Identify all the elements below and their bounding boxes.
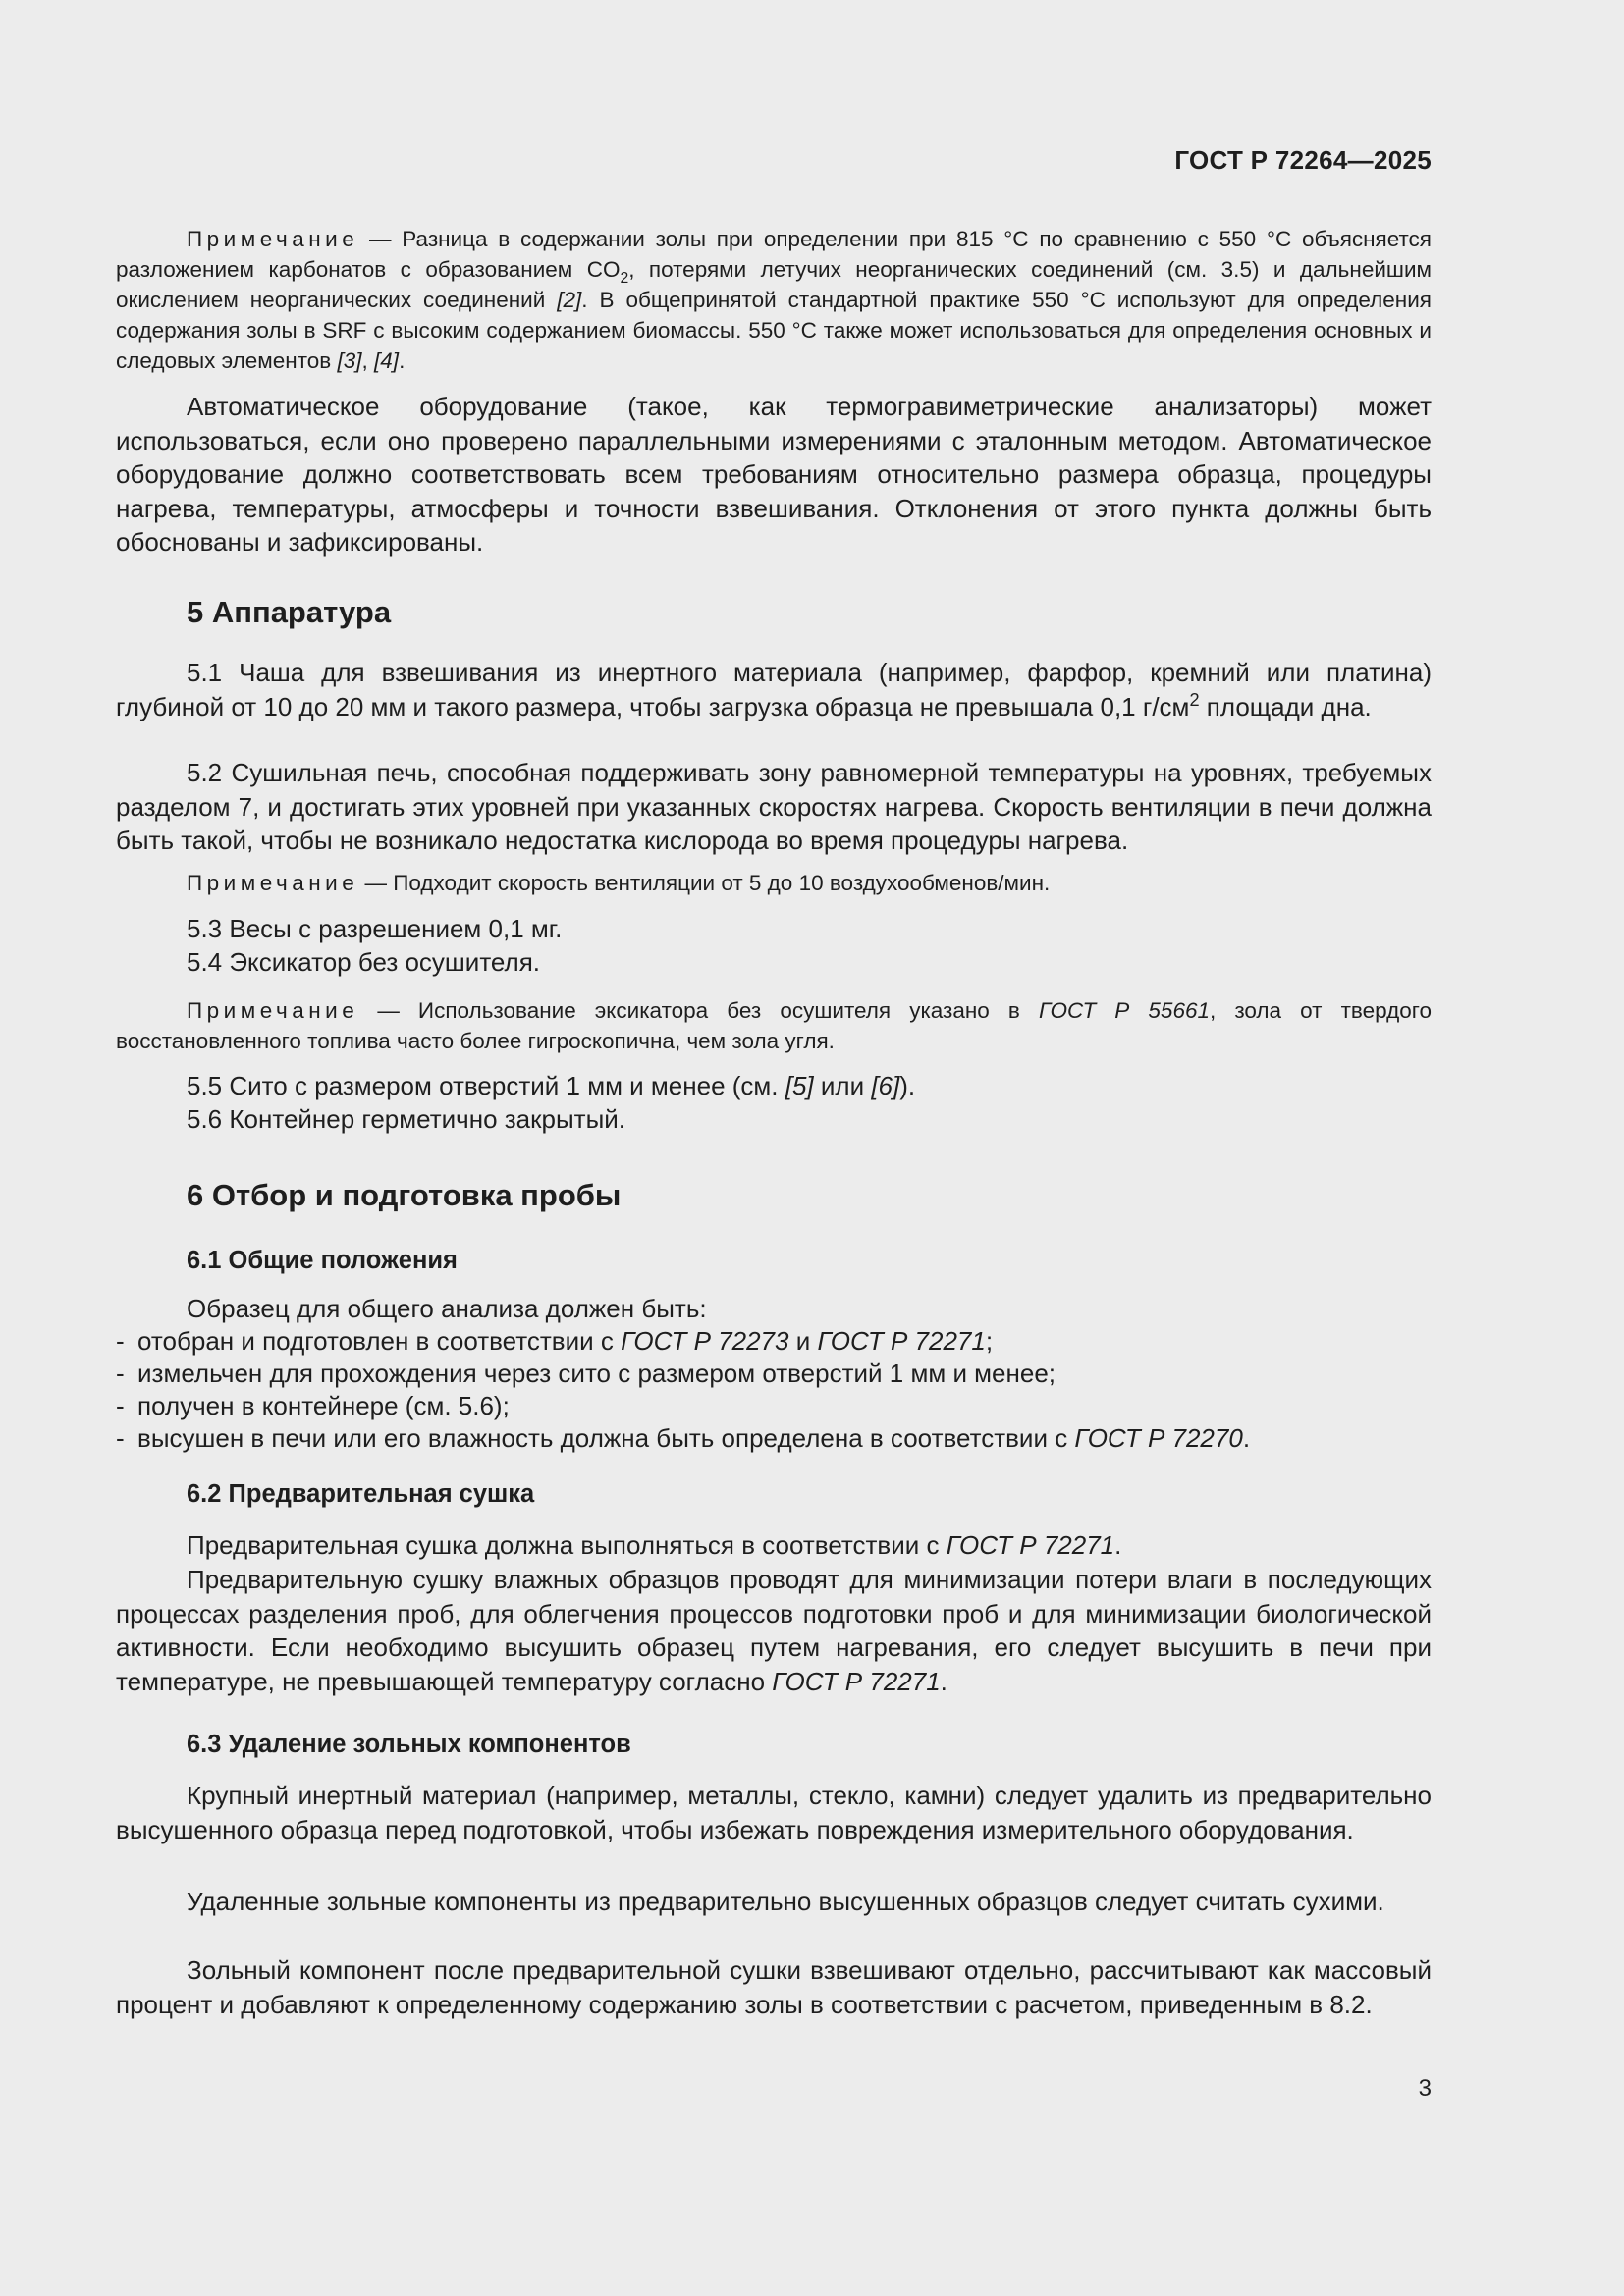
ref-link: ГОСТ Р 55661 [1038, 998, 1210, 1023]
ref-link: ГОСТ Р 72271 [946, 1530, 1115, 1560]
list-item: - высушен в печи или его влажность должна быть определена в соответствии с ГОСТ Р 72270. [116, 1423, 1251, 1453]
section-6-heading [116, 1178, 1432, 1213]
note-ventilation: Примечание — Подходит скорость вентиляции от 5 до 10 воздухообменов/мин. [187, 871, 1051, 895]
item-5-3: 5.3 Весы с разрешением 0,1 мг. [187, 914, 563, 943]
ref-link: ГОСТ Р 72271 [817, 1326, 986, 1356]
ref-link: [4] [374, 348, 400, 373]
list-item: - получен в контейнере (см. 5.6); [116, 1391, 510, 1420]
section-title: 6 Отбор и подготовка пробы [187, 1178, 622, 1212]
paragraph-automatic-equipment: Автоматическое оборудование (такое, как термогравиметрические анализаторы) может использоваться, если оно проверено параллельными измерениями с эталонным методом. Автоматическое оборудование должно соответствовать всем требованиям относительно размера образца, процедуры нагрева, температуры, атмосферы и точности взвешивания. Отклонения от этого пункта должны быть обоснованы и зафиксированы. [116, 392, 1432, 557]
note-desiccator: Примечание — Использование эксикатора без осушителя указано в ГОСТ Р 55661, зола от твердого восстановленного топлива часто более гигроскопична, чем зола угля. [116, 998, 1432, 1053]
page-number: 3 [1418, 2075, 1432, 2102]
ref-link: ГОСТ Р 72270 [1074, 1423, 1243, 1453]
section-5-heading [116, 595, 1432, 630]
ref-link: ГОСТ Р 72271 [772, 1666, 941, 1696]
paragraph-ash-removal-2: Удаленные зольные компоненты из предварительно высушенных образцов следует считать сухими. [187, 1887, 1384, 1916]
paragraph-predrying-2: Предварительную сушку влажных образцов проводят для минимизации потери влаги в последующих процессах разделения проб, для облегчения процессов подготовки проб и для минимизации биологической активности. Если необходимо высушить образец путем нагревания, его следует высушить в печи при температуре, не превышающей температуру согласно ГОСТ Р 72271. [116, 1565, 1432, 1696]
list-item: - измельчен для прохождения через сито с размером отверстий 1 мм и менее; [116, 1359, 1056, 1388]
note-label: Примечание [187, 871, 359, 895]
note-label: Примечание [187, 227, 359, 251]
ref-link: [2] [557, 288, 582, 312]
ref-link: [3] [337, 348, 362, 373]
item-5-2: 5.2 Сушильная печь, способная поддерживать зону равномерной температуры на уровнях, требуемых разделом 7, и достигать этих уровней при указанных скоростях нагрева. Скорость вентиляции в печи должна быть такой, чтобы не возникало недостатка кислорода во время процедуры нагрева. [116, 758, 1432, 855]
item-5-1: 5.1 Чаша для взвешивания из инертного материала (например, фарфор, кремний или платина) глубиной от 10 до 20 мм и такого размера, чтобы загрузка образца не превышала 0,1 $г/см^2$ площади дна. [116, 658, 1432, 721]
item-5-5: 5.5 Сито с размером отверстий 1 мм и менее (см. [5] или [6]). [187, 1071, 916, 1100]
section-title: 5 Аппаратура [187, 595, 392, 629]
subsection-6-3-heading: 6.3 Удаление зольных компонентов [187, 1731, 631, 1758]
ref-link: ГОСТ Р 72273 [621, 1326, 789, 1356]
paragraph-predrying-1: Предварительная сушка должна выполняться в соответствии с ГОСТ Р 72271. [187, 1530, 1122, 1560]
document-id: ГОСТ Р 72264—2025 [1174, 145, 1432, 175]
subsection-6-1-heading: 6.1 Общие положения [187, 1247, 458, 1274]
item-5-4: 5.4 Эксикатор без осушителя. [187, 947, 541, 977]
ref-link: [6] [871, 1071, 900, 1100]
sample-requirements-list: Образец для общего анализа должен быть: - отобран и подготовлен в соответствии с ГОСТ Р 72273 и ГОСТ Р 72271; - измельчен для прохождения через сито с размером отверстий 1 мм и менее; - получен в контейнере (см. 5.6); - высушен в печи или его влажность должна быть определена в соответствии с ГОСТ Р 72270. [116, 1293, 1432, 1455]
paragraph-ash-removal-3: Зольный компонент после предварительной сушки взвешивают отдельно, рассчитывают как массовый процент и добавляют к определенному содержанию золы в соответствии с расчетом, приведенным в 8.2. [116, 1955, 1432, 2019]
list-item: - отобран и подготовлен в соответствии с ГОСТ Р 72273 и ГОСТ Р 72271; [116, 1326, 994, 1356]
subsection-6-2-heading: 6.2 Предварительная сушка [187, 1480, 535, 1508]
ref-link: [5] [785, 1071, 814, 1100]
paragraph-ash-removal-1: Крупный инертный материал (например, металлы, стекло, камни) следует удалить из предварительно высушенного образца перед подготовкой, чтобы избежать повреждения измерительного оборудования. [116, 1781, 1432, 1844]
note-label: Примечание [187, 998, 359, 1023]
note-carbonates: Примечание — Разница в содержании золы при определении при 815 °С по сравнению с 550 °С объясняется разложением карбонатов с образованием $CO_2$, потерями летучих неорганических соединений (см. 3.5) и дальнейшим окислением неорганических соединений [2]. В общепринятой стандартной практике 550 °С используют для определения содержания золы в SRF с высоким содержанием биомассы. 550 °С также может использоваться для определения основных и следовых элементов [3], [4]. [116, 227, 1432, 373]
item-5-6: 5.6 Контейнер герметично закрытый. [187, 1104, 626, 1134]
